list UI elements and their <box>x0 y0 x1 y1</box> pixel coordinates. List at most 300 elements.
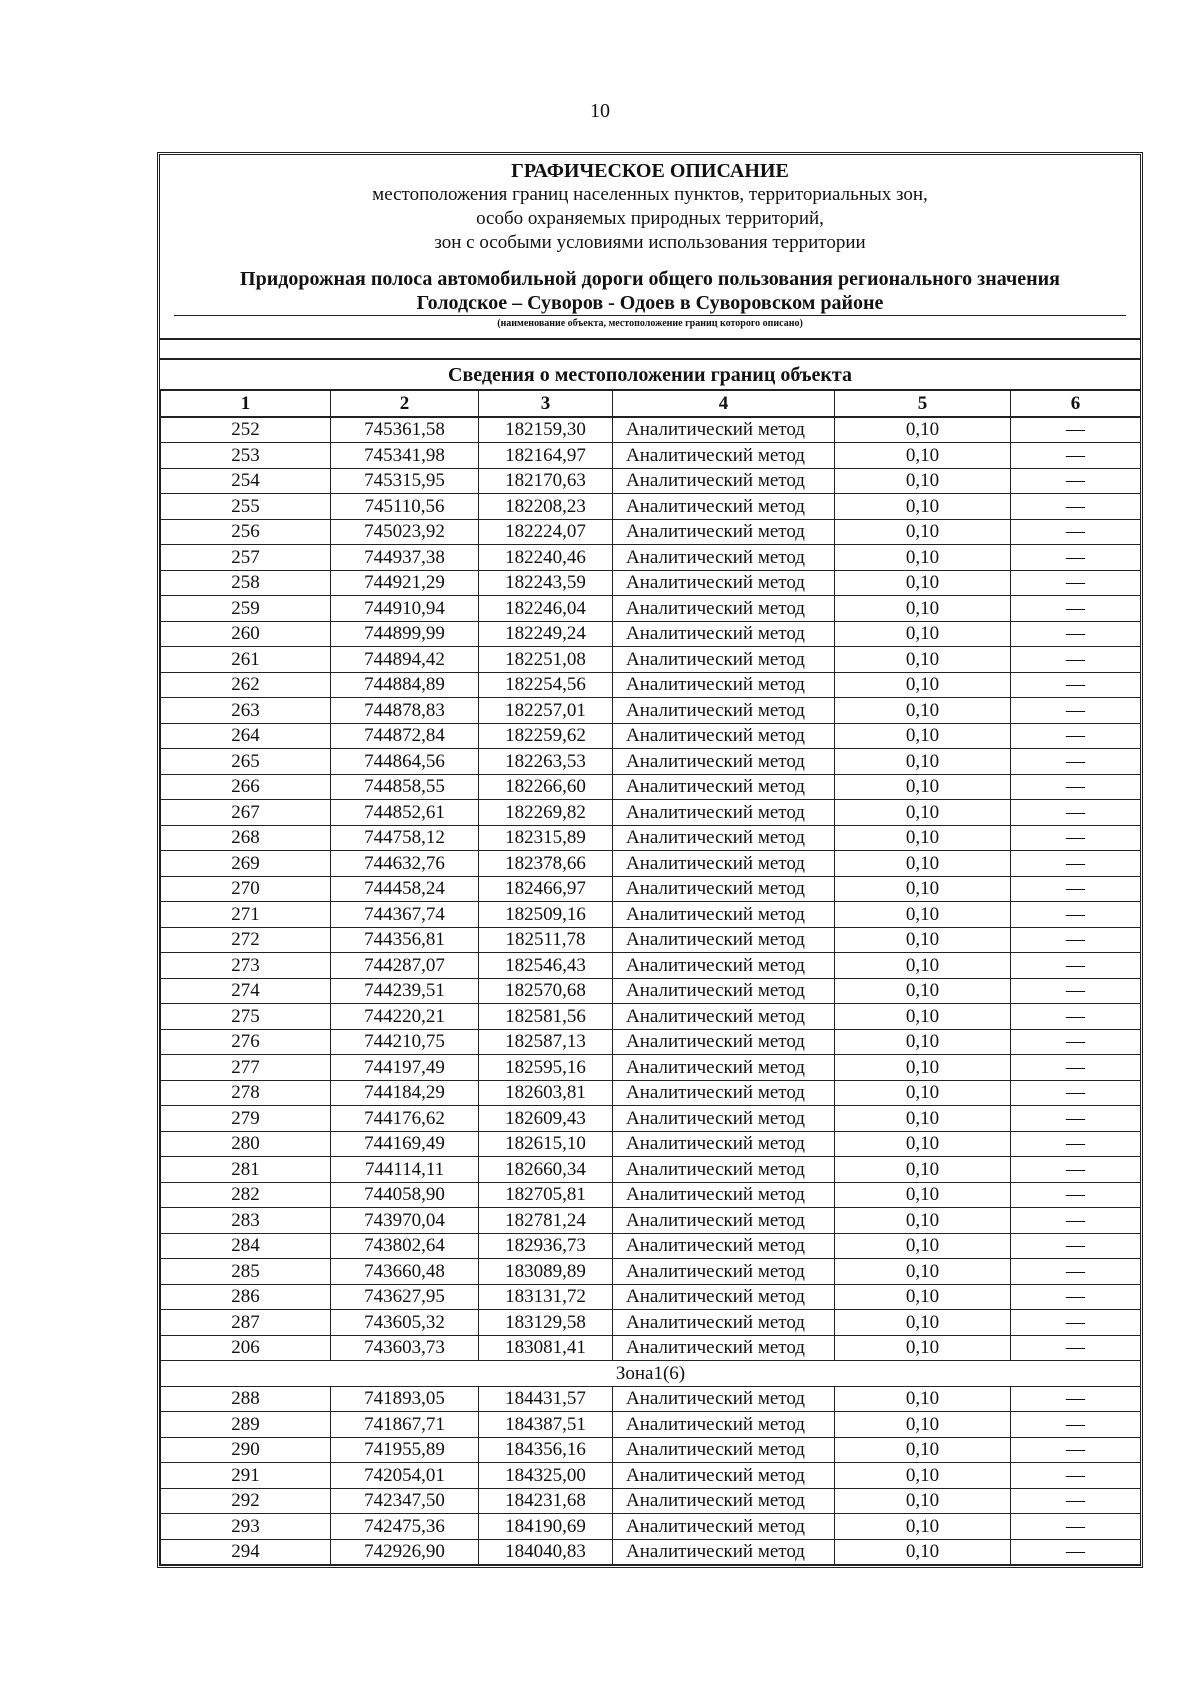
description-cell: — <box>1011 1437 1141 1463</box>
y-coordinate-cell: 182249,24 <box>479 621 613 647</box>
y-coordinate-cell: 182603,81 <box>479 1080 613 1106</box>
x-coordinate-cell: 744937,38 <box>331 545 479 571</box>
description-cell: — <box>1011 519 1141 545</box>
description-cell: — <box>1011 800 1141 826</box>
table-row <box>161 1539 1141 1565</box>
y-coordinate-cell: 182546,43 <box>479 953 613 979</box>
point-number-cell: 264 <box>161 723 331 749</box>
method-cell: Аналитический метод <box>613 1463 835 1489</box>
description-cell: — <box>1011 1131 1141 1157</box>
y-coordinate-cell: 182315,89 <box>479 825 613 851</box>
point-number-cell: 267 <box>161 800 331 826</box>
precision-cell: 0,10 <box>835 570 1011 596</box>
description-cell: — <box>1011 1310 1141 1336</box>
precision-cell: 0,10 <box>835 1386 1011 1412</box>
x-coordinate-cell: 741955,89 <box>331 1437 479 1463</box>
method-cell: Аналитический метод <box>613 621 835 647</box>
method-cell: Аналитический метод <box>613 1029 835 1055</box>
precision-cell: 0,10 <box>835 1539 1011 1565</box>
precision-cell: 0,10 <box>835 1131 1011 1157</box>
y-coordinate-cell: 182595,16 <box>479 1055 613 1081</box>
x-coordinate-cell: 743627,95 <box>331 1284 479 1310</box>
method-cell: Аналитический метод <box>613 1182 835 1208</box>
description-cell: — <box>1011 698 1141 724</box>
point-number-cell: 261 <box>161 647 331 673</box>
table-row <box>161 672 1141 698</box>
table-row <box>161 1131 1141 1157</box>
x-coordinate-cell: 745110,56 <box>331 494 479 520</box>
method-cell: Аналитический метод <box>613 800 835 826</box>
method-cell: Аналитический метод <box>613 417 835 443</box>
method-cell: Аналитический метод <box>613 1488 835 1514</box>
point-number-cell: 289 <box>161 1412 331 1438</box>
description-cell: — <box>1011 749 1141 775</box>
precision-cell: 0,10 <box>835 876 1011 902</box>
x-coordinate-cell: 744210,75 <box>331 1029 479 1055</box>
precision-cell: 0,10 <box>835 1437 1011 1463</box>
x-coordinate-cell: 742926,90 <box>331 1539 479 1565</box>
table-row <box>161 1157 1141 1183</box>
y-coordinate-cell: 182705,81 <box>479 1182 613 1208</box>
table-row <box>161 927 1141 953</box>
table-row <box>161 1514 1141 1540</box>
x-coordinate-cell: 744458,24 <box>331 876 479 902</box>
method-cell: Аналитический метод <box>613 1539 835 1565</box>
x-coordinate-cell: 742054,01 <box>331 1463 479 1489</box>
table-row <box>161 1284 1141 1310</box>
table-row <box>161 621 1141 647</box>
method-cell: Аналитический метод <box>613 1386 835 1412</box>
method-cell: Аналитический метод <box>613 1335 835 1361</box>
method-cell: Аналитический метод <box>613 1080 835 1106</box>
y-coordinate-cell: 182254,56 <box>479 672 613 698</box>
description-cell: — <box>1011 1284 1141 1310</box>
precision-cell: 0,10 <box>835 672 1011 698</box>
point-number-cell: 256 <box>161 519 331 545</box>
precision-cell: 0,10 <box>835 1004 1011 1030</box>
description-cell: — <box>1011 545 1141 571</box>
description-cell: — <box>1011 672 1141 698</box>
table-row <box>161 800 1141 826</box>
method-cell: Аналитический метод <box>613 545 835 571</box>
table-row <box>161 749 1141 775</box>
precision-cell: 0,10 <box>835 825 1011 851</box>
table-row <box>161 1080 1141 1106</box>
y-coordinate-cell: 182660,34 <box>479 1157 613 1183</box>
description-cell: — <box>1011 417 1141 443</box>
point-number-cell: 259 <box>161 596 331 622</box>
description-cell: — <box>1011 596 1141 622</box>
table-row <box>161 1208 1141 1234</box>
precision-cell: 0,10 <box>835 621 1011 647</box>
description-cell: — <box>1011 876 1141 902</box>
x-coordinate-cell: 744899,99 <box>331 621 479 647</box>
precision-cell: 0,10 <box>835 1514 1011 1540</box>
y-coordinate-cell: 183089,89 <box>479 1259 613 1285</box>
page-number: 10 <box>590 100 610 122</box>
table-row <box>161 825 1141 851</box>
precision-cell: 0,10 <box>835 698 1011 724</box>
method-cell: Аналитический метод <box>613 774 835 800</box>
table-row <box>161 596 1141 622</box>
point-number-cell: 278 <box>161 1080 331 1106</box>
point-number-cell: 269 <box>161 851 331 877</box>
y-coordinate-cell: 183081,41 <box>479 1335 613 1361</box>
y-coordinate-cell: 184231,68 <box>479 1488 613 1514</box>
precision-cell: 0,10 <box>835 494 1011 520</box>
point-number-cell: 252 <box>161 417 331 443</box>
y-coordinate-cell: 182257,01 <box>479 698 613 724</box>
point-number-cell: 206 <box>161 1335 331 1361</box>
column-header: 4 <box>613 390 835 417</box>
point-number-cell: 286 <box>161 1284 331 1310</box>
description-cell: — <box>1011 468 1141 494</box>
description-cell: — <box>1011 902 1141 928</box>
description-cell: — <box>1011 1182 1141 1208</box>
method-cell: Аналитический метод <box>613 494 835 520</box>
point-number-cell: 284 <box>161 1233 331 1259</box>
point-number-cell: 262 <box>161 672 331 698</box>
y-coordinate-cell: 182466,97 <box>479 876 613 902</box>
table-row <box>161 851 1141 877</box>
point-number-cell: 273 <box>161 953 331 979</box>
precision-cell: 0,10 <box>835 800 1011 826</box>
description-cell: — <box>1011 723 1141 749</box>
table-row <box>161 519 1141 545</box>
point-number-cell: 294 <box>161 1539 331 1565</box>
method-cell: Аналитический метод <box>613 876 835 902</box>
point-number-cell: 281 <box>161 1157 331 1183</box>
precision-cell: 0,10 <box>835 1412 1011 1438</box>
table-row <box>161 1233 1141 1259</box>
y-coordinate-cell: 183131,72 <box>479 1284 613 1310</box>
precision-cell: 0,10 <box>835 1284 1011 1310</box>
document-header <box>160 155 1140 340</box>
table-row <box>161 1412 1141 1438</box>
point-number-cell: 260 <box>161 621 331 647</box>
x-coordinate-cell: 744239,51 <box>331 978 479 1004</box>
description-cell: — <box>1011 494 1141 520</box>
method-cell: Аналитический метод <box>613 978 835 1004</box>
precision-cell: 0,10 <box>835 902 1011 928</box>
method-cell: Аналитический метод <box>613 1310 835 1336</box>
point-number-cell: 287 <box>161 1310 331 1336</box>
x-coordinate-cell: 744864,56 <box>331 749 479 775</box>
y-coordinate-cell: 182251,08 <box>479 647 613 673</box>
method-cell: Аналитический метод <box>613 1157 835 1183</box>
precision-cell: 0,10 <box>835 1080 1011 1106</box>
column-header: 5 <box>835 390 1011 417</box>
method-cell: Аналитический метод <box>613 1106 835 1132</box>
description-cell: — <box>1011 1412 1141 1438</box>
table-header-row <box>161 390 1141 417</box>
table-row <box>161 723 1141 749</box>
point-number-cell: 254 <box>161 468 331 494</box>
y-coordinate-cell: 182509,16 <box>479 902 613 928</box>
y-coordinate-cell: 182609,43 <box>479 1106 613 1132</box>
y-coordinate-cell: 182511,78 <box>479 927 613 953</box>
description-cell: — <box>1011 570 1141 596</box>
section-title: Сведения о местоположении границ объекта <box>160 358 1140 389</box>
precision-cell: 0,10 <box>835 647 1011 673</box>
method-cell: Аналитический метод <box>613 1437 835 1463</box>
precision-cell: 0,10 <box>835 1055 1011 1081</box>
table-row <box>161 1106 1141 1132</box>
y-coordinate-cell: 184356,16 <box>479 1437 613 1463</box>
description-cell: — <box>1011 1335 1141 1361</box>
table-row <box>161 902 1141 928</box>
method-cell: Аналитический метод <box>613 1514 835 1540</box>
method-cell: Аналитический метод <box>613 519 835 545</box>
point-number-cell: 253 <box>161 443 331 469</box>
x-coordinate-cell: 743802,64 <box>331 1233 479 1259</box>
x-coordinate-cell: 744758,12 <box>331 825 479 851</box>
description-cell: — <box>1011 927 1141 953</box>
point-number-cell: 292 <box>161 1488 331 1514</box>
table-row <box>161 417 1141 443</box>
point-number-cell: 282 <box>161 1182 331 1208</box>
table-row <box>161 443 1141 469</box>
x-coordinate-cell: 744220,21 <box>331 1004 479 1030</box>
x-coordinate-cell: 744169,49 <box>331 1131 479 1157</box>
point-number-cell: 266 <box>161 774 331 800</box>
object-name-line-2: Голодское – Суворов - Одоев в Суворовском районе <box>174 291 1126 316</box>
y-coordinate-cell: 182378,66 <box>479 851 613 877</box>
point-number-cell: 280 <box>161 1131 331 1157</box>
precision-cell: 0,10 <box>835 468 1011 494</box>
precision-cell: 0,10 <box>835 978 1011 1004</box>
table-row <box>161 1386 1141 1412</box>
precision-cell: 0,10 <box>835 927 1011 953</box>
y-coordinate-cell: 182224,07 <box>479 519 613 545</box>
method-cell: Аналитический метод <box>613 468 835 494</box>
y-coordinate-cell: 182263,53 <box>479 749 613 775</box>
point-number-cell: 270 <box>161 876 331 902</box>
y-coordinate-cell: 182259,62 <box>479 723 613 749</box>
precision-cell: 0,10 <box>835 443 1011 469</box>
point-number-cell: 258 <box>161 570 331 596</box>
table-row <box>161 876 1141 902</box>
x-coordinate-cell: 744176,62 <box>331 1106 479 1132</box>
y-coordinate-cell: 184325,00 <box>479 1463 613 1489</box>
table-row <box>161 1437 1141 1463</box>
description-cell: — <box>1011 1004 1141 1030</box>
table-row <box>161 494 1141 520</box>
point-number-cell: 288 <box>161 1386 331 1412</box>
method-cell: Аналитический метод <box>613 749 835 775</box>
description-cell: — <box>1011 851 1141 877</box>
method-cell: Аналитический метод <box>613 723 835 749</box>
table-row <box>161 647 1141 673</box>
precision-cell: 0,10 <box>835 1029 1011 1055</box>
x-coordinate-cell: 745361,58 <box>331 417 479 443</box>
x-coordinate-cell: 743660,48 <box>331 1259 479 1285</box>
description-cell: — <box>1011 1259 1141 1285</box>
y-coordinate-cell: 182240,46 <box>479 545 613 571</box>
method-cell: Аналитический метод <box>613 672 835 698</box>
description-cell: — <box>1011 1233 1141 1259</box>
x-coordinate-cell: 744921,29 <box>331 570 479 596</box>
x-coordinate-cell: 744356,81 <box>331 927 479 953</box>
method-cell: Аналитический метод <box>613 1004 835 1030</box>
precision-cell: 0,10 <box>835 723 1011 749</box>
x-coordinate-cell: 744858,55 <box>331 774 479 800</box>
y-coordinate-cell: 184387,51 <box>479 1412 613 1438</box>
precision-cell: 0,10 <box>835 1335 1011 1361</box>
precision-cell: 0,10 <box>835 1463 1011 1489</box>
x-coordinate-cell: 745315,95 <box>331 468 479 494</box>
description-cell: — <box>1011 1106 1141 1132</box>
method-cell: Аналитический метод <box>613 953 835 979</box>
column-header: 1 <box>161 390 331 417</box>
y-coordinate-cell: 184431,57 <box>479 1386 613 1412</box>
x-coordinate-cell: 744894,42 <box>331 647 479 673</box>
x-coordinate-cell: 744367,74 <box>331 902 479 928</box>
table-row <box>161 570 1141 596</box>
x-coordinate-cell: 744884,89 <box>331 672 479 698</box>
point-number-cell: 257 <box>161 545 331 571</box>
point-number-cell: 265 <box>161 749 331 775</box>
y-coordinate-cell: 184040,83 <box>479 1539 613 1565</box>
method-cell: Аналитический метод <box>613 902 835 928</box>
point-number-cell: 263 <box>161 698 331 724</box>
method-cell: Аналитический метод <box>613 698 835 724</box>
method-cell: Аналитический метод <box>613 851 835 877</box>
y-coordinate-cell: 182781,24 <box>479 1208 613 1234</box>
method-cell: Аналитический метод <box>613 647 835 673</box>
description-cell: — <box>1011 1055 1141 1081</box>
description-cell: — <box>1011 1539 1141 1565</box>
subtitle-line-2: особо охраняемых природных территорий, <box>476 208 824 229</box>
precision-cell: 0,10 <box>835 1259 1011 1285</box>
description-cell: — <box>1011 647 1141 673</box>
description-cell: — <box>1011 978 1141 1004</box>
object-name-line-1: Придорожная полоса автомобильной дороги общего пользования регионального значения <box>240 268 1060 290</box>
x-coordinate-cell: 744910,94 <box>331 596 479 622</box>
y-coordinate-cell: 182587,13 <box>479 1029 613 1055</box>
table-row <box>161 1004 1141 1030</box>
method-cell: Аналитический метод <box>613 825 835 851</box>
document-title: ГРАФИЧЕСКОЕ ОПИСАНИЕ <box>511 160 789 182</box>
column-header: 6 <box>1011 390 1141 417</box>
point-number-cell: 272 <box>161 927 331 953</box>
point-number-cell: 275 <box>161 1004 331 1030</box>
y-coordinate-cell: 182570,68 <box>479 978 613 1004</box>
method-cell: Аналитический метод <box>613 1259 835 1285</box>
table-row <box>161 1488 1141 1514</box>
point-number-cell: 271 <box>161 902 331 928</box>
description-cell: — <box>1011 443 1141 469</box>
precision-cell: 0,10 <box>835 1157 1011 1183</box>
x-coordinate-cell: 744058,90 <box>331 1182 479 1208</box>
point-number-cell: 293 <box>161 1514 331 1540</box>
x-coordinate-cell: 744184,29 <box>331 1080 479 1106</box>
description-cell: — <box>1011 1080 1141 1106</box>
y-coordinate-cell: 182243,59 <box>479 570 613 596</box>
subtitle-line-1: местоположения границ населенных пунктов, территориальных зон, <box>372 184 928 205</box>
table-row <box>161 978 1141 1004</box>
description-cell: — <box>1011 1463 1141 1489</box>
method-cell: Аналитический метод <box>613 596 835 622</box>
x-coordinate-cell: 743970,04 <box>331 1208 479 1234</box>
y-coordinate-cell: 183129,58 <box>479 1310 613 1336</box>
point-number-cell: 291 <box>161 1463 331 1489</box>
precision-cell: 0,10 <box>835 953 1011 979</box>
description-cell: — <box>1011 1514 1141 1540</box>
description-cell: — <box>1011 1157 1141 1183</box>
y-coordinate-cell: 184190,69 <box>479 1514 613 1540</box>
zone-row <box>161 1361 1141 1387</box>
method-cell: Аналитический метод <box>613 1055 835 1081</box>
precision-cell: 0,10 <box>835 1310 1011 1336</box>
table-row <box>161 1310 1141 1336</box>
method-cell: Аналитический метод <box>613 1284 835 1310</box>
precision-cell: 0,10 <box>835 851 1011 877</box>
table-row <box>161 1335 1141 1361</box>
method-cell: Аналитический метод <box>613 1233 835 1259</box>
table-row <box>161 1463 1141 1489</box>
precision-cell: 0,10 <box>835 1488 1011 1514</box>
x-coordinate-cell: 743603,73 <box>331 1335 479 1361</box>
table-row <box>161 1055 1141 1081</box>
precision-cell: 0,10 <box>835 1182 1011 1208</box>
x-coordinate-cell: 745023,92 <box>331 519 479 545</box>
x-coordinate-cell: 744872,84 <box>331 723 479 749</box>
x-coordinate-cell: 743605,32 <box>331 1310 479 1336</box>
precision-cell: 0,10 <box>835 1233 1011 1259</box>
y-coordinate-cell: 182170,63 <box>479 468 613 494</box>
table-row <box>161 1029 1141 1055</box>
table-row <box>161 698 1141 724</box>
table-row <box>161 545 1141 571</box>
precision-cell: 0,10 <box>835 774 1011 800</box>
point-number-cell: 268 <box>161 825 331 851</box>
method-cell: Аналитический метод <box>613 927 835 953</box>
description-cell: — <box>1011 1488 1141 1514</box>
y-coordinate-cell: 182164,97 <box>479 443 613 469</box>
description-cell: — <box>1011 1029 1141 1055</box>
x-coordinate-cell: 741893,05 <box>331 1386 479 1412</box>
x-coordinate-cell: 744287,07 <box>331 953 479 979</box>
column-header: 2 <box>331 390 479 417</box>
point-number-cell: 274 <box>161 978 331 1004</box>
y-coordinate-cell: 182269,82 <box>479 800 613 826</box>
y-coordinate-cell: 182581,56 <box>479 1004 613 1030</box>
precision-cell: 0,10 <box>835 417 1011 443</box>
x-coordinate-cell: 744114,11 <box>331 1157 479 1183</box>
method-cell: Аналитический метод <box>613 1131 835 1157</box>
y-coordinate-cell: 182246,04 <box>479 596 613 622</box>
x-coordinate-cell: 742347,50 <box>331 1488 479 1514</box>
point-number-cell: 290 <box>161 1437 331 1463</box>
description-cell: — <box>1011 953 1141 979</box>
precision-cell: 0,10 <box>835 1208 1011 1234</box>
description-cell: — <box>1011 1386 1141 1412</box>
table-row <box>161 468 1141 494</box>
point-number-cell: 285 <box>161 1259 331 1285</box>
y-coordinate-cell: 182159,30 <box>479 417 613 443</box>
precision-cell: 0,10 <box>835 1106 1011 1132</box>
x-coordinate-cell: 745341,98 <box>331 443 479 469</box>
x-coordinate-cell: 744852,61 <box>331 800 479 826</box>
description-cell: — <box>1011 825 1141 851</box>
subtitle-line-3: зон с особыми условиями использования территории <box>434 232 866 253</box>
table-body-main <box>161 417 1141 1361</box>
y-coordinate-cell: 182615,10 <box>479 1131 613 1157</box>
y-coordinate-cell: 182266,60 <box>479 774 613 800</box>
coordinates-table <box>160 389 1141 1565</box>
x-coordinate-cell: 744878,83 <box>331 698 479 724</box>
